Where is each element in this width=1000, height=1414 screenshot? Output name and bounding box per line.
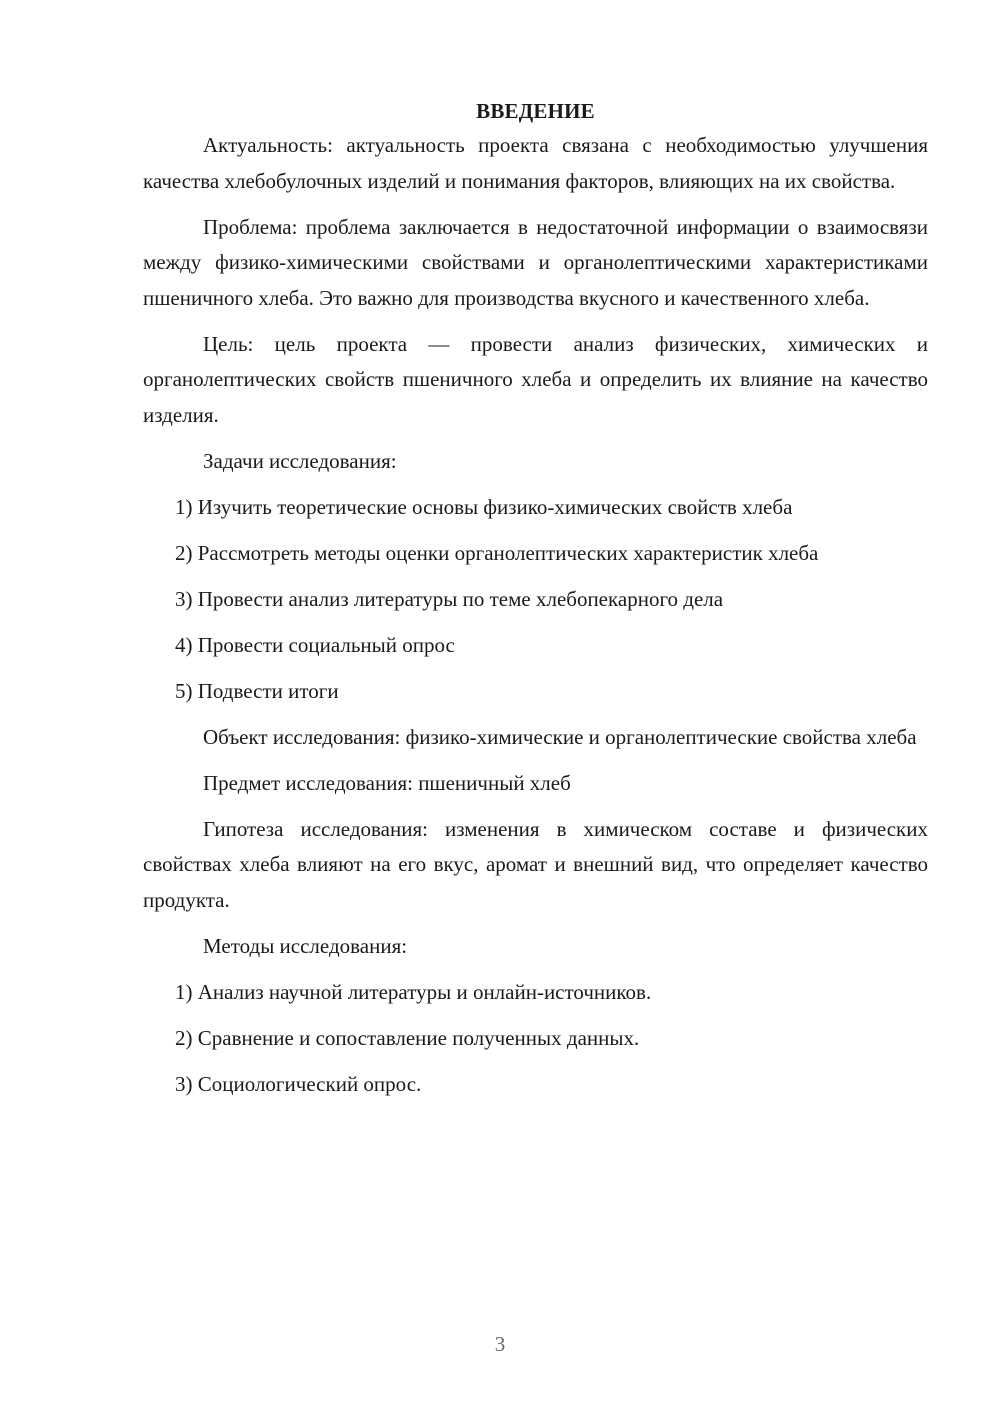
section-heading: ВВЕДЕНИЕ [476, 99, 595, 123]
task-item-3: 3) Провести анализ литературы по теме хлебопекарного дела [175, 586, 724, 611]
paragraph-goal: Цель: цель проекта — провести анализ физических, химических и органолептических свойств пшеничного хлеба и определить их влияние на качество изделия. [143, 331, 928, 427]
paragraph-tasks-title: Задачи исследования: [203, 448, 397, 473]
task-item-5: 5) Подвести итоги [175, 678, 339, 703]
paragraph-relevance: Актуальность: актуальность проекта связана с необходимостью улучшения качества хлебобулочных изделий и понимания факторов, влияющих на их свойства. [143, 133, 928, 193]
page-number: 3 [494, 1332, 506, 1356]
paragraph-problem: Проблема: проблема заключается в недостаточной информации о взаимосвязи между физико-химическими свойствами и органолептическими характеристиками пшеничного хлеба. Это важно для производства вкусного и качественного хлеба. [143, 214, 928, 310]
paragraph-methods-title: Методы исследования: [203, 933, 408, 958]
paragraph-object: Объект исследования: физико-химические и органолептические свойства хлеба [203, 724, 917, 749]
task-item-4: 4) Провести социальный опрос [175, 632, 455, 657]
paragraph-hypothesis: Гипотеза исследования: изменения в химическом составе и физических свойствах хлеба влияют на его вкус, аромат и внешний вид, что определяет качество продукта. [143, 816, 928, 912]
task-item-1: 1) Изучить теоретические основы физико-химических свойств хлеба [175, 494, 793, 519]
task-item-2: 2) Рассмотреть методы оценки органолептических характеристик хлеба [175, 540, 819, 565]
method-item-1: 1) Анализ научной литературы и онлайн-источников. [175, 979, 652, 1004]
method-item-3: 3) Социологический опрос. [175, 1071, 422, 1096]
method-item-2: 2) Сравнение и сопоставление полученных данных. [175, 1025, 640, 1050]
document-page [143, 94, 928, 1113]
paragraph-subject: Предмет исследования: пшеничный хлеб [203, 770, 571, 795]
